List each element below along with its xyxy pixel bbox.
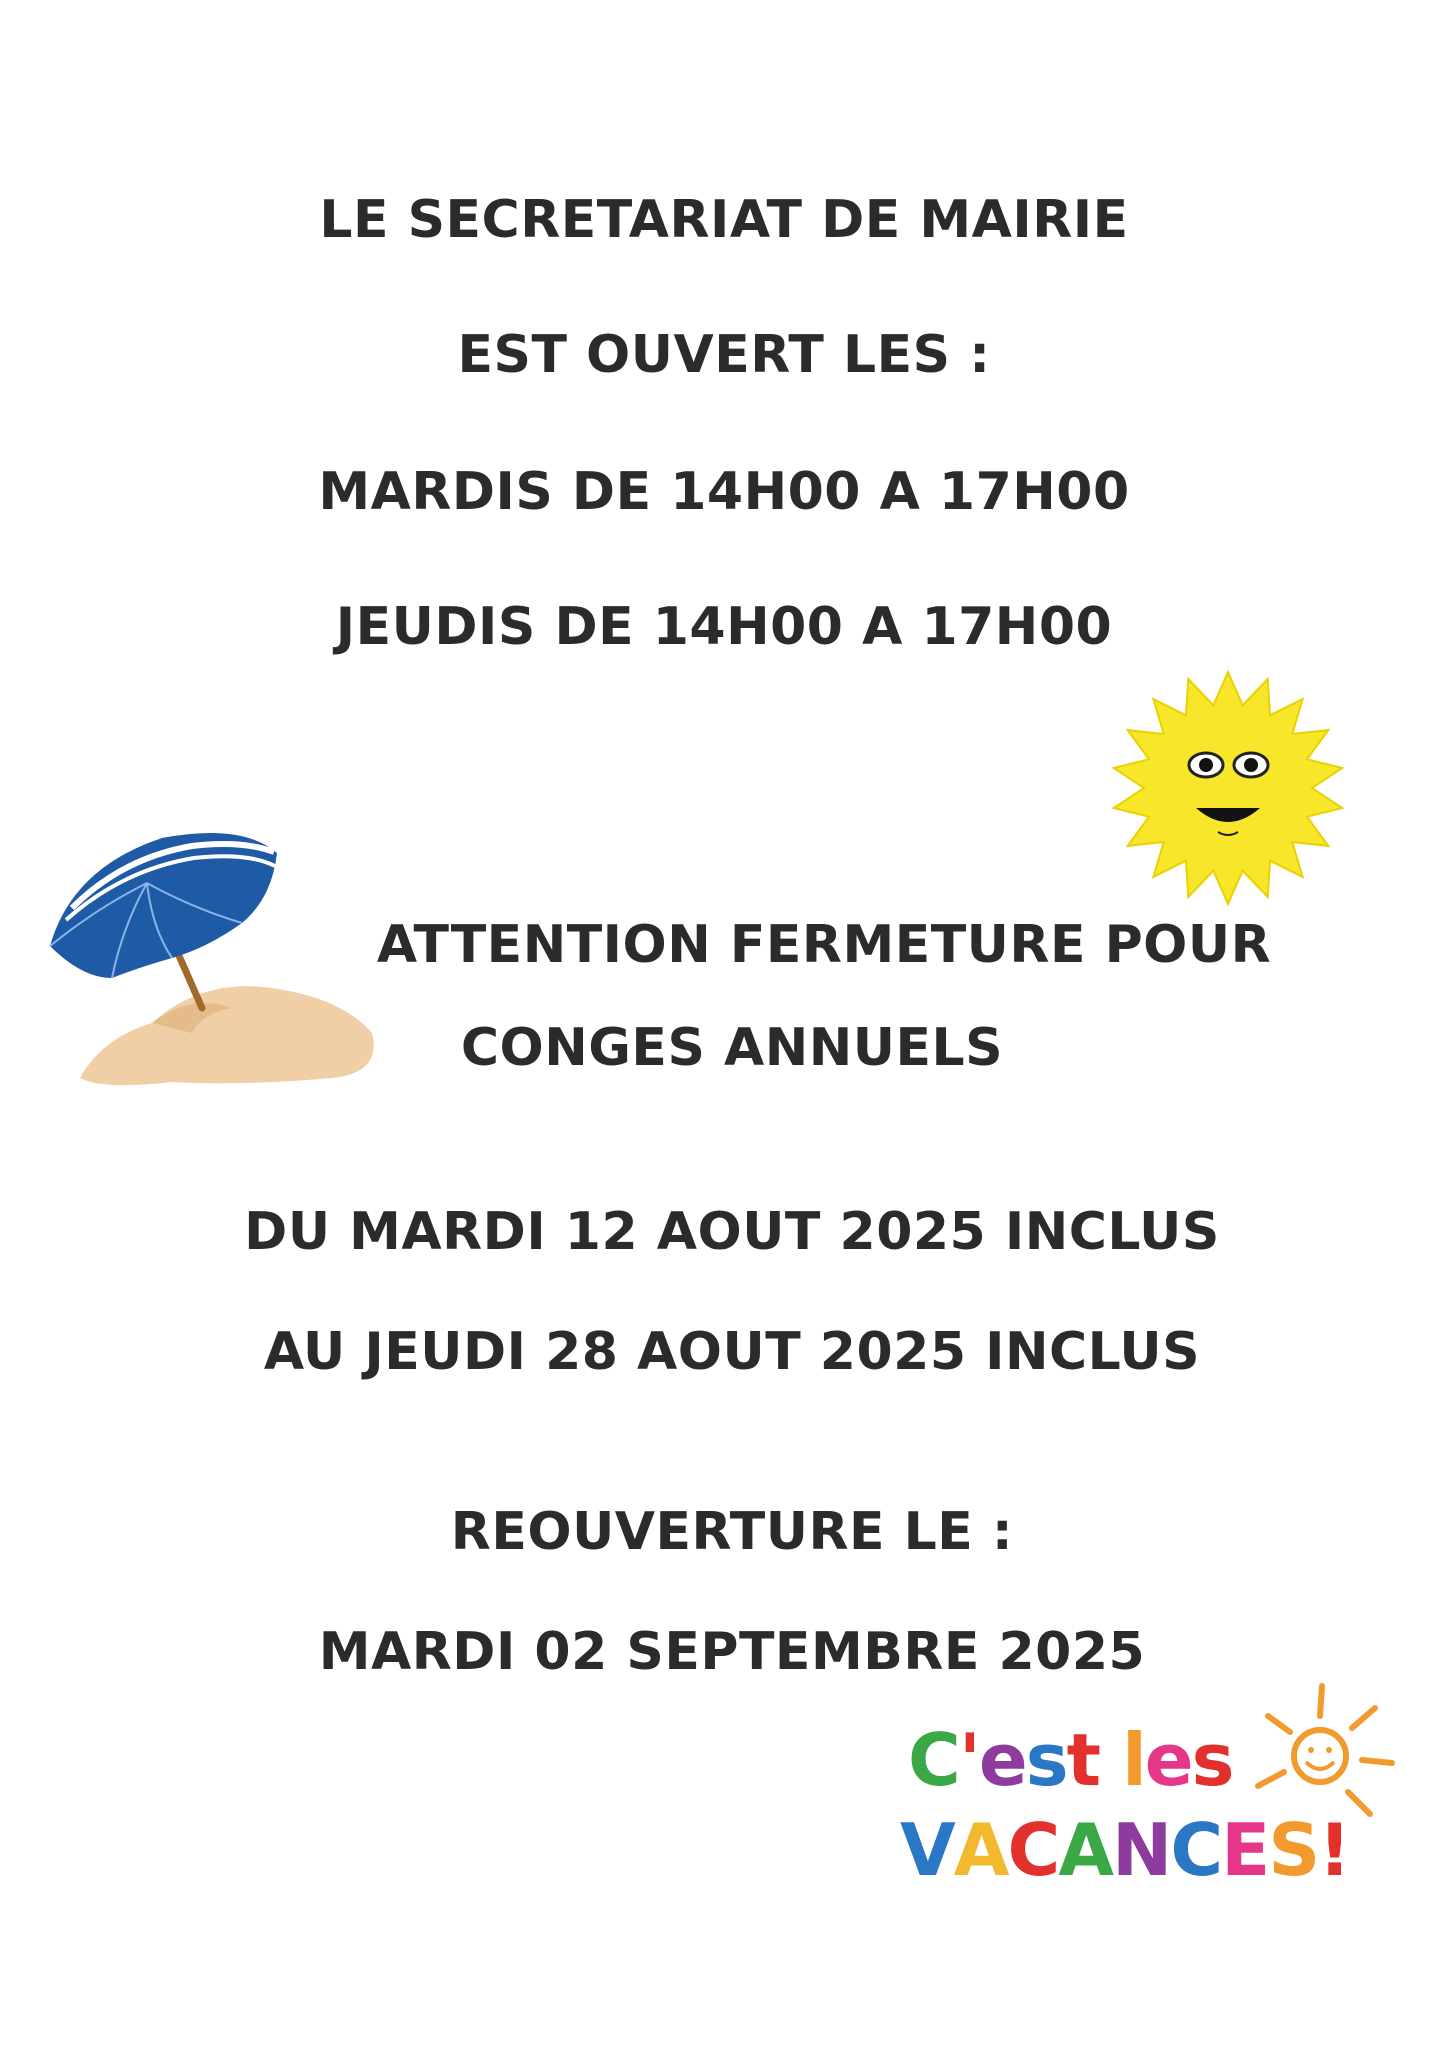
reopening-label: REOUVERTURE LE : xyxy=(450,1502,1014,1562)
vacances-logo: C'est les VACANCES! xyxy=(900,1668,1400,1928)
hours-thursday: JEUDIS DE 14H00 A 17H00 xyxy=(335,597,1113,657)
hours-tuesday: MARDIS DE 14H00 A 17H00 xyxy=(318,462,1130,522)
title-line-1: LE SECRETARIAT DE MAIRIE xyxy=(319,190,1129,250)
closure-start-date: DU MARDI 12 AOUT 2025 INCLUS xyxy=(244,1202,1220,1262)
closure-line-1: ATTENTION FERMETURE POUR xyxy=(376,915,1272,975)
closure-end-date: AU JEUDI 28 AOUT 2025 INCLUS xyxy=(263,1322,1201,1382)
reopening-date: MARDI 02 SEPTEMBRE 2025 xyxy=(318,1622,1146,1682)
closure-line-2: CONGES ANNUELS xyxy=(460,1018,1004,1078)
title-line-2: EST OUVERT LES : xyxy=(457,325,991,385)
smiling-sun-icon xyxy=(1108,668,1348,908)
